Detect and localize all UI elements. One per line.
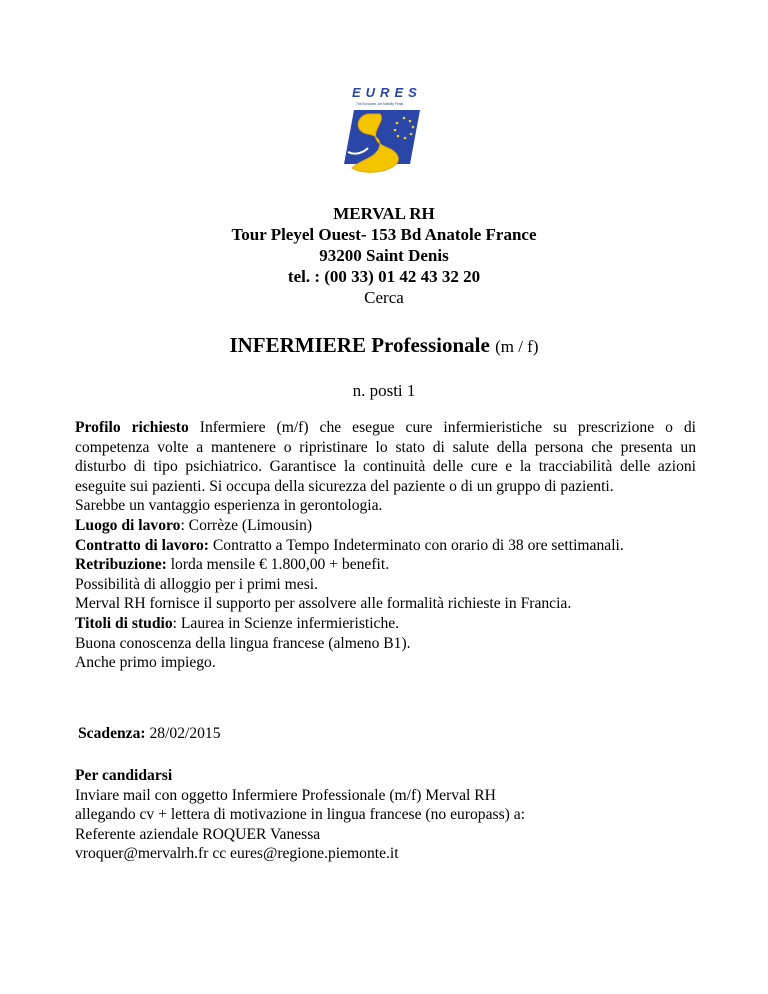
language-line: Buona conoscenza della lingua francese (almeno B1). xyxy=(75,634,411,652)
education-label: Titoli di studio xyxy=(75,614,173,632)
salary-label: Retribuzione: xyxy=(75,556,167,574)
contract-line xyxy=(75,536,696,556)
contract-value: Contratto a Tempo Indeterminato con orario di 38 ore settimanali. xyxy=(208,536,624,554)
eures-logo xyxy=(338,82,428,178)
company-seeks: Cerca xyxy=(364,288,404,307)
contract-label: Contratto di lavoro: xyxy=(75,536,209,554)
apply-emails: vroquer@mervalrh.fr cc eures@regione.piemonte.it xyxy=(75,845,399,863)
support-line: Merval RH fornisce il supporto per assolvere alle formalità richieste in Francia. xyxy=(75,595,572,613)
apply-line: allegando cv + lettera di motivazione in lingua francese (no europass) a: xyxy=(75,806,526,824)
location-line xyxy=(75,516,696,536)
job-posts: n. posti 1 xyxy=(352,381,416,400)
eures-logo-text: EURES xyxy=(352,85,422,100)
deadline-label: Scadenza: xyxy=(78,725,146,742)
location-value: : Corrèze (Limousin) xyxy=(180,516,313,534)
eures-logo-subtitle: The European Job Mobility Portal xyxy=(356,102,404,106)
profile-text: Infermiere (m/f) che esegue cure infermieristiche su prescrizione o di competenza volte a mantenere o ripristinare lo stato di salute della persona che presenta un disturbo di tipo psichiatrico. Garantisce la continuità delle cure e la tracciabilità delle azioni eseguite sui pazienti. Si occupa della sicurezza del paziente o di un gruppo di pazienti. xyxy=(75,419,696,495)
deadline-value: 28/02/2015 xyxy=(145,725,221,742)
job-description xyxy=(75,418,696,673)
job-title-text: INFERMIERE Professionale xyxy=(229,333,490,357)
housing-line: Possibilità di alloggio per i primi mesi. xyxy=(75,575,318,593)
company-city: 93200 Saint Denis xyxy=(319,246,449,265)
deadline-line xyxy=(78,725,221,743)
salary-value: lorda mensile € 1.800,00 + benefit. xyxy=(166,556,390,574)
company-name: MERVAL RH xyxy=(333,204,435,223)
company-block xyxy=(0,203,768,308)
apply-contact: Referente aziendale ROQUER Vanessa xyxy=(75,825,321,843)
profile-label: Profilo richiesto xyxy=(75,419,189,436)
education-line xyxy=(75,614,696,634)
first-job-line: Anche primo impiego. xyxy=(75,654,216,672)
profile-extra: Sarebbe un vantaggio esperienza in gerontologia. xyxy=(75,497,383,515)
apply-label: Per candidarsi xyxy=(75,767,173,784)
company-phone: tel. : (00 33) 01 42 43 32 20 xyxy=(287,267,481,286)
education-value: : Laurea in Scienze infermieristiche. xyxy=(172,614,400,632)
company-address: Tour Pleyel Ouest- 153 Bd Anatole France xyxy=(231,225,537,244)
apply-block xyxy=(75,766,715,864)
job-gender: (m / f) xyxy=(495,337,539,356)
job-title xyxy=(0,333,768,358)
location-label: Luogo di lavoro xyxy=(75,516,181,534)
salary-line xyxy=(75,555,696,575)
profile-paragraph xyxy=(75,418,696,496)
apply-line: Inviare mail con oggetto Infermiere Professionale (m/f) Merval RH xyxy=(75,786,496,804)
